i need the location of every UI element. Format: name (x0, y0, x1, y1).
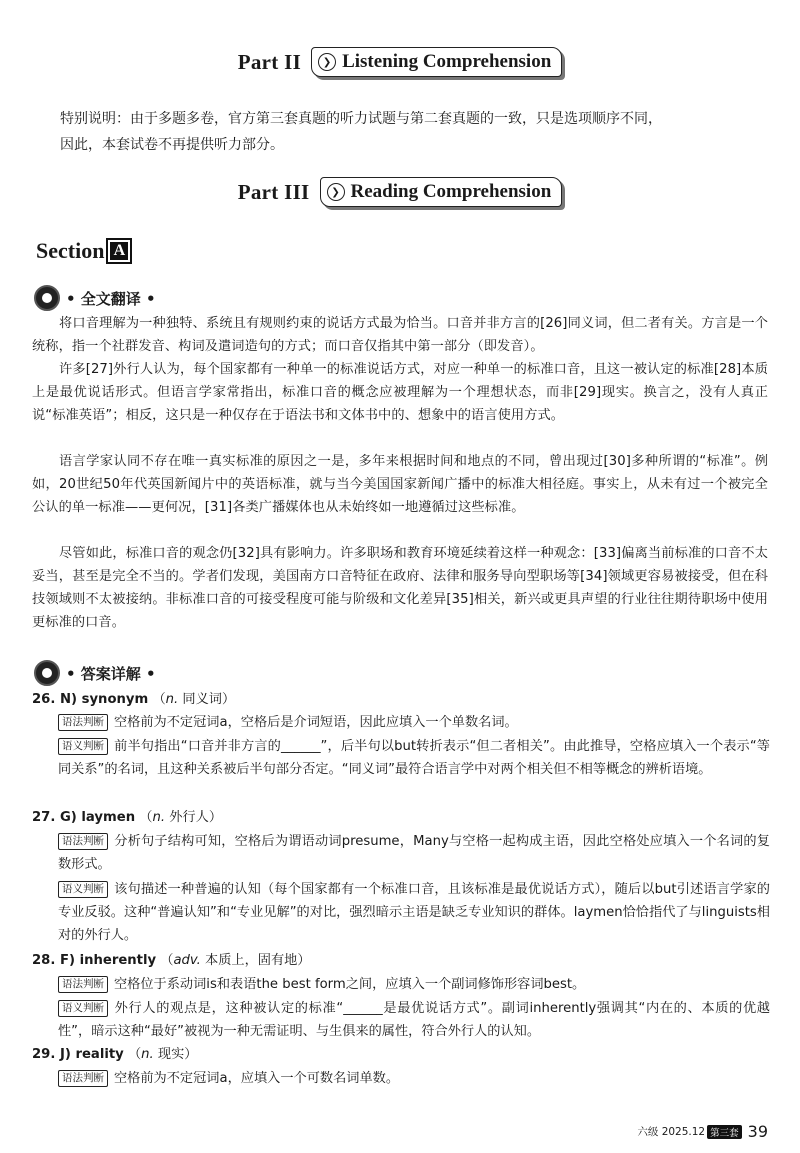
footer-exam-label: 六级 2025.12 (637, 1126, 706, 1138)
section-label (36, 238, 132, 264)
part3-title: Reading Comprehension (350, 181, 552, 202)
analysis-tag: 语法判断 (58, 976, 108, 993)
analysis-tag: 语法判断 (58, 833, 108, 850)
answer-head: 26. N) synonym (32, 692, 149, 707)
analysis-text: 空格前为不定冠词a，应填入一个可数名词单数。 (114, 1071, 400, 1086)
analysis-note (58, 878, 770, 947)
chevron-right-icon: ❯ (318, 53, 336, 71)
page-number: 39 (747, 1122, 768, 1141)
answer-item-29: 29. J) reality （n. 现实） (32, 1047, 198, 1062)
answer-gloss: 本质上，固有地 (205, 953, 298, 968)
analysis-tag: 语义判断 (58, 738, 108, 755)
analysis-text: 分析句子结构可知，空格后为谓语动词presume，Many与空格一起构成主语，因此空格处应填入一个名词的复数形式。 (58, 834, 770, 872)
analysis-tag: 语法判断 (58, 1070, 108, 1087)
translation-paragraph: 语言学家认同不存在唯一真实标准的原因之一是，多年来根据时间和地点的不同，曾出现过[30]多种所谓的“标准”。例如，20世纪50年代英国新闻片中的英语标准，就与当今美国国家新闻广播中的标准大相径庭。事实上，从未有过一个被完全公认的单一标准——更何况，[31]各类广播媒体也从未始终如一地遵循过这些标准。 (32, 454, 768, 515)
analysis-text: 该句描述一种普遍的认知（每个国家都有一个标准口音，且该标准是最优说话方式），随后以but引述语言学家的专业反驳。这种“普遍认知”和“专业见解”的对比，强烈暗示主语是缺乏专业知识的群体。laymen恰恰指代了与linguists相对的外行人。 (58, 882, 770, 943)
part2-title: Listening Comprehension (342, 51, 552, 72)
part3-header (0, 172, 800, 212)
part-of-speech: n. (152, 810, 166, 825)
answer-gloss: 现实 (157, 1047, 185, 1062)
translation-paragraph: 将口音理解为一种独特、系统且有规则约束的说话方式最为恰当。口音并非方言的[26]同义词，但二者有关。方言是一个统称，指一个社群发音、构词及遣词造句的方式；而口音仅指其中第一部分（即发音）。 (32, 316, 768, 354)
translation-paragraph: 许多[27]外行人认为，每个国家都有一种单一的标准说话方式，对应一种单一的标准口音，且这一被认定的标准[28]本质上是最优说话形式。但语言学家常指出，标准口音的概念应被理解为一个理想状态，而非[29]现实。换言之，没有人真正说“标准英语”；相反，这只是一种仅存在于语法书和文体书中的、想象中的语言使用方式。 (32, 362, 768, 423)
analysis-note (58, 1067, 770, 1090)
analysis-text: 外行人的观点是，这种被认定的标准“______是最优说话方式”。副词inherently强调其“内在的、本质的优越性”，暗示这种“最好”被视为一种无需证明、与生俱来的属性，符合外行人的认知。 (58, 1001, 770, 1039)
answer-gloss: 外行人 (169, 810, 209, 825)
answer-gloss: 同义词 (182, 692, 222, 707)
analysis-tag: 语义判断 (58, 1000, 108, 1017)
analysis-note (58, 973, 770, 996)
special-note (60, 106, 760, 158)
answers-heading (34, 660, 156, 686)
gear-badge-icon (34, 285, 60, 311)
part-of-speech: n. (141, 1047, 154, 1062)
analysis-text: 前半句指出“口音并非方言的______”，后半句以but转折表示“但二者相关”。由此推导，空格应填入一个表示“等同关系”的名词，且这种关系被后半句部分否定。“同义词”最符合语言学中对两个相关但不相等概念的辨析语境。 (58, 739, 770, 777)
analysis-text: 空格前为不定冠词a，空格后是介词短语，因此应填入一个单数名词。 (114, 715, 518, 730)
translation-heading (34, 285, 156, 311)
translation-paragraph: 尽管如此，标准口音的观念仍[32]具有影响力。许多职场和教育环境延续着这样一种观念：[33]偏离当前标准的口音不太妥当，甚至是完全不当的。学者们发现，美国南方口音特征在政府、法律和服务导向型职场等[34]领域更容易被接受，但在科技领域则不太被接纳。非标准口音的可接受程度可能与阶级和文化差异[35]相关，新兴或更具声望的行业往往期待职场中使用更标准的口音。 (32, 546, 768, 630)
part2-number: Part II (237, 49, 302, 74)
part-of-speech: n. (165, 692, 179, 707)
note-line: 因此，本套试卷不再提供听力部分。 (60, 137, 284, 153)
analysis-tag: 语义判断 (58, 881, 108, 898)
analysis-tag: 语法判断 (58, 714, 108, 731)
answers-heading-text: • 答案详解 • (66, 664, 156, 683)
page-footer (637, 1122, 768, 1141)
part2-title-box (311, 47, 562, 77)
section-word: Section (36, 238, 105, 263)
translation-heading-text: • 全文翻译 • (66, 289, 156, 308)
footer-set-badge: 第三套 (707, 1125, 742, 1139)
analysis-note (58, 711, 770, 734)
part-of-speech: adv. (173, 953, 201, 968)
section-letter: A (106, 238, 132, 264)
part2-header (0, 42, 800, 82)
answer-head: 29. J) reality (32, 1047, 124, 1062)
gear-badge-icon (34, 660, 60, 686)
answer-head: 28. F) inherently (32, 953, 157, 968)
answer-item-26: 26. N) synonym （n. 同义词） (32, 692, 236, 707)
analysis-text: 空格位于系动词is和表语the best form之间，应填入一个副词修饰形容词best。 (114, 977, 586, 992)
answer-item-27: 27. G) laymen （n. 外行人） (32, 810, 222, 825)
answer-head: 27. G) laymen (32, 810, 136, 825)
part3-number: Part III (237, 179, 310, 204)
answer-item-28: 28. F) inherently （adv. 本质上，固有地） (32, 953, 311, 968)
analysis-note (58, 830, 770, 876)
analysis-note (58, 997, 770, 1043)
chevron-right-icon: ❯ (327, 183, 345, 201)
note-line: 特别说明：由于多题多卷，官方第三套真题的听力试题与第二套真题的一致，只是选项顺序不同， (60, 111, 662, 127)
part3-title-box (320, 177, 563, 207)
analysis-note (58, 735, 770, 781)
